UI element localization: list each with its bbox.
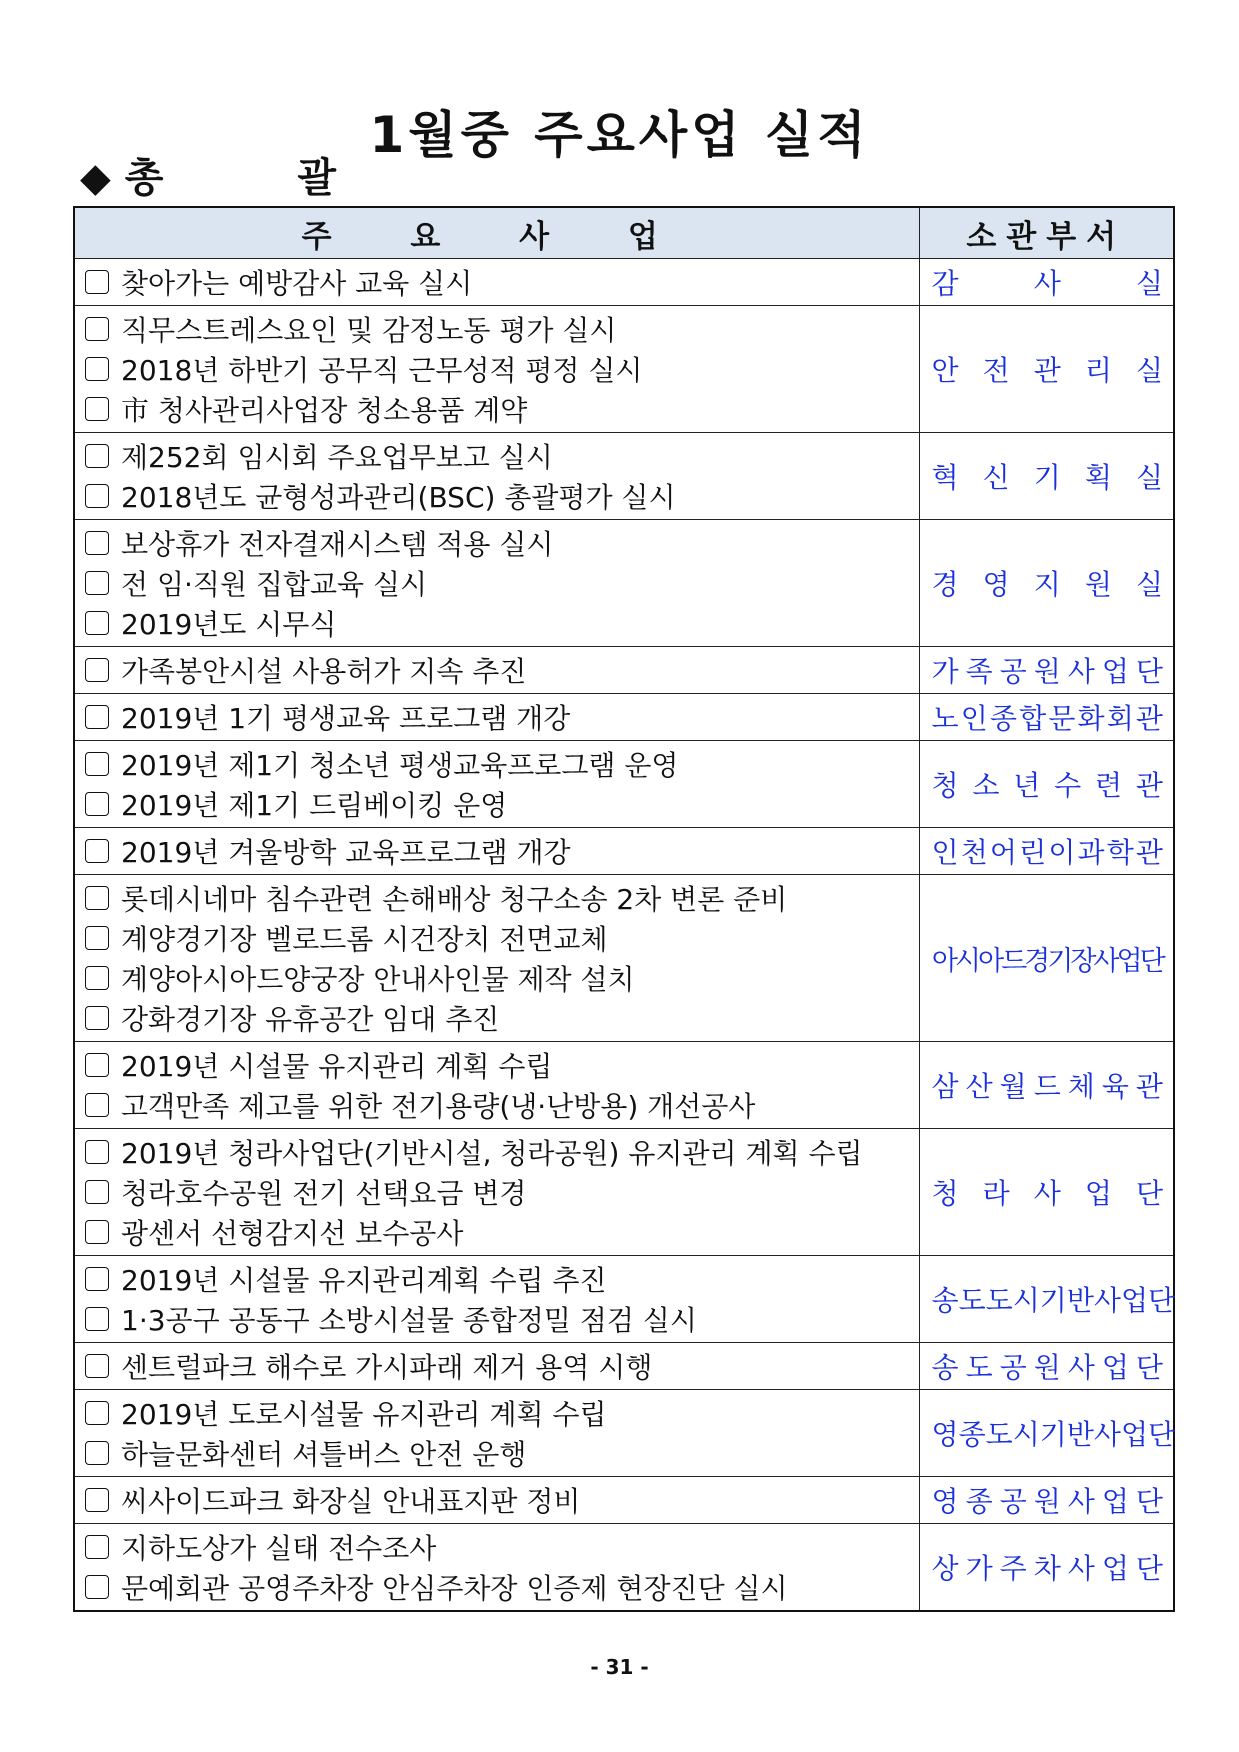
- checkbox-square-icon: [85, 531, 109, 555]
- diamond-bullet-icon: ◆: [80, 155, 111, 201]
- business-items-cell: [74, 520, 919, 647]
- table-row: [74, 647, 1174, 694]
- department-name: 감 사 실: [931, 267, 1163, 300]
- checkbox-square-icon: [85, 705, 109, 729]
- business-item: [85, 1480, 909, 1520]
- table-row: [74, 259, 1174, 306]
- checkbox-square-icon: [85, 1441, 109, 1465]
- business-item-text: 2019년 도로시설물 유지관리 계획 수립: [121, 1398, 607, 1431]
- business-items-cell: [74, 875, 919, 1042]
- business-item: [85, 1433, 909, 1473]
- checkbox-square-icon: [85, 1006, 109, 1030]
- checkbox-square-icon: [85, 1093, 109, 1117]
- business-item: [85, 918, 909, 958]
- page-title: 1월중 주요사업 실적: [369, 106, 870, 164]
- business-item-text: 2019년 시설물 유지관리계획 수립 추진: [121, 1264, 607, 1297]
- department-name: 송 도 공 원 사 업 단: [931, 1351, 1163, 1384]
- department-name: 영 종 도 시 기 반 사 업 단: [931, 1418, 1176, 1451]
- department-name: 청 라 사 업 단: [931, 1177, 1163, 1210]
- business-item-text: 문예회관 공영주차장 안심주차장 인증제 현장진단 실시: [121, 1572, 788, 1605]
- header-main-business: 주 요 사 업: [74, 207, 919, 259]
- page-number: - 31 -: [590, 1655, 649, 1679]
- department-cell: [919, 694, 1174, 741]
- checkbox-square-icon: [85, 444, 109, 468]
- department-cell: [919, 1343, 1174, 1390]
- department-name: 경 영 지 원 실: [931, 568, 1163, 601]
- business-item-text: 지하도상가 실태 전수조사: [121, 1532, 437, 1565]
- checkbox-square-icon: [85, 484, 109, 508]
- business-item: [85, 831, 909, 871]
- department-name: 안 전 관 리 실: [931, 354, 1163, 387]
- business-item-text: 2019년도 시무식: [121, 608, 337, 641]
- department-name: 상 가 주 차 사 업 단: [931, 1552, 1163, 1585]
- business-items-cell: [74, 306, 919, 433]
- section-heading: [80, 146, 396, 203]
- checkbox-square-icon: [85, 1575, 109, 1599]
- table-row: [74, 1524, 1174, 1612]
- department-cell: [919, 306, 1174, 433]
- checkbox-square-icon: [85, 792, 109, 816]
- department-cell: [919, 647, 1174, 694]
- business-item-text: 고객만족 제고를 위한 전기용량(냉·난방용) 개선공사: [121, 1090, 756, 1123]
- checkbox-square-icon: [85, 752, 109, 776]
- checkbox-square-icon: [85, 571, 109, 595]
- department-name: 인 천 어 린 이 과 학 관: [931, 836, 1163, 869]
- checkbox-square-icon: [85, 397, 109, 421]
- business-item: [85, 1527, 909, 1567]
- business-item-text: 2018년도 균형성과관리(BSC) 총괄평가 실시: [121, 481, 676, 514]
- business-item-text: 1·3공구 공동구 소방시설물 종합정밀 점검 실시: [121, 1304, 697, 1337]
- checkbox-square-icon: [85, 1401, 109, 1425]
- business-items-cell: [74, 1524, 919, 1612]
- business-items-cell: [74, 1343, 919, 1390]
- business-item: [85, 309, 909, 349]
- business-items-cell: [74, 259, 919, 306]
- table-row: [74, 1129, 1174, 1256]
- checkbox-square-icon: [85, 357, 109, 381]
- checkbox-square-icon: [85, 1220, 109, 1244]
- business-items-cell: [74, 741, 919, 828]
- checkbox-square-icon: [85, 1267, 109, 1291]
- business-item-text: 찾아가는 예방감사 교육 실시: [121, 267, 473, 300]
- business-item-text: 광센서 선형감지선 보수공사: [121, 1217, 464, 1250]
- business-item-text: 전 임·직원 집합교육 실시: [121, 568, 428, 601]
- business-item: [85, 1299, 909, 1339]
- department-cell: [919, 875, 1174, 1042]
- business-item-text: 2019년 1기 평생교육 프로그램 개강: [121, 702, 571, 735]
- business-item-text: 계양아시아드양궁장 안내사인물 제작 설치: [121, 963, 635, 996]
- department-name: 영 종 공 원 사 업 단: [931, 1485, 1163, 1518]
- checkbox-square-icon: [85, 926, 109, 950]
- business-item-text: 계양경기장 벨로드롬 시건장치 전면교체: [121, 923, 608, 956]
- checkbox-square-icon: [85, 886, 109, 910]
- department-name: 혁 신 기 획 실: [931, 461, 1163, 494]
- business-items-cell: [74, 694, 919, 741]
- table-row: [74, 741, 1174, 828]
- section-label: 총 괄: [124, 155, 396, 201]
- business-item: [85, 349, 909, 389]
- department-name: 청 소 년 수 련 관: [931, 769, 1163, 802]
- checkbox-square-icon: [85, 611, 109, 635]
- checkbox-square-icon: [85, 1180, 109, 1204]
- business-item: [85, 476, 909, 516]
- business-items-cell: [74, 433, 919, 520]
- business-item-text: 2019년 시설물 유지관리 계획 수립: [121, 1050, 553, 1083]
- business-items-cell: [74, 1390, 919, 1477]
- table-row: [74, 1042, 1174, 1129]
- business-item-text: 2018년 하반기 공무직 근무성적 평정 실시: [121, 354, 643, 387]
- department-name: 노 인 종 합 문 화 회 관: [931, 702, 1163, 735]
- business-item-text: 제252회 임시회 주요업무보고 실시: [121, 441, 553, 474]
- table-row: [74, 1343, 1174, 1390]
- department-cell: [919, 1477, 1174, 1524]
- business-item: [85, 697, 909, 737]
- business-item: [85, 603, 909, 643]
- department-name: 가 족 공 원 사 업 단: [931, 655, 1163, 688]
- business-item-text: 2019년 청라사업단(기반시설, 청라공원) 유지관리 계획 수립: [121, 1137, 863, 1170]
- business-item: [85, 1045, 909, 1085]
- business-item: [85, 878, 909, 918]
- header-department: 소관부서: [919, 207, 1174, 259]
- department-cell: [919, 828, 1174, 875]
- business-item-text: 롯데시네마 침수관련 손해배상 청구소송 2차 변론 준비: [121, 883, 788, 916]
- business-item: [85, 784, 909, 824]
- checkbox-square-icon: [85, 317, 109, 341]
- business-item: [85, 1212, 909, 1252]
- department-name: 삼 산 월 드 체 육 관: [931, 1070, 1163, 1103]
- department-cell: [919, 520, 1174, 647]
- business-item: [85, 523, 909, 563]
- checkbox-square-icon: [85, 658, 109, 682]
- department-cell: [919, 1129, 1174, 1256]
- business-item: [85, 744, 909, 784]
- business-item-text: 보상휴가 전자결재시스템 적용 실시: [121, 528, 554, 561]
- business-item: [85, 998, 909, 1038]
- department-cell: [919, 1524, 1174, 1612]
- business-item: [85, 563, 909, 603]
- business-item-text: 2019년 겨울방학 교육프로그램 개강: [121, 836, 571, 869]
- department-cell: [919, 1390, 1174, 1477]
- checkbox-square-icon: [85, 1307, 109, 1331]
- business-item-text: 씨사이드파크 화장실 안내표지판 정비: [121, 1485, 581, 1518]
- business-item: [85, 650, 909, 690]
- business-item: [85, 1132, 909, 1172]
- checkbox-square-icon: [85, 1053, 109, 1077]
- department-cell: [919, 433, 1174, 520]
- checkbox-square-icon: [85, 1140, 109, 1164]
- department-name: 송 도 도 시 기 반 사 업 단: [931, 1284, 1176, 1317]
- checkbox-square-icon: [85, 839, 109, 863]
- checkbox-square-icon: [85, 1535, 109, 1559]
- department-name: 아시아드경기장사업단: [931, 945, 1163, 977]
- department-cell: [919, 1256, 1174, 1343]
- table-row: [74, 1256, 1174, 1343]
- business-item: [85, 1346, 909, 1386]
- business-item: [85, 958, 909, 998]
- business-item: [85, 1172, 909, 1212]
- table-body: [74, 259, 1174, 1612]
- business-item: [85, 389, 909, 429]
- business-item: [85, 1085, 909, 1125]
- business-items-cell: [74, 1129, 919, 1256]
- business-items-cell: [74, 1477, 919, 1524]
- business-item-text: 청라호수공원 전기 선택요금 변경: [121, 1177, 527, 1210]
- business-item: [85, 1393, 909, 1433]
- business-item-text: 2019년 제1기 드림베이킹 운영: [121, 789, 508, 822]
- department-cell: [919, 1042, 1174, 1129]
- business-item-text: 가족봉안시설 사용허가 지속 추진: [121, 655, 527, 688]
- table-row: [74, 306, 1174, 433]
- table-row: [74, 1390, 1174, 1477]
- summary-table: [73, 206, 1175, 1612]
- checkbox-square-icon: [85, 1488, 109, 1512]
- table-row: [74, 875, 1174, 1042]
- business-item-text: 하늘문화센터 셔틀버스 안전 운행: [121, 1438, 527, 1471]
- business-items-cell: [74, 828, 919, 875]
- checkbox-square-icon: [85, 1354, 109, 1378]
- business-items-cell: [74, 647, 919, 694]
- table-row: [74, 828, 1174, 875]
- table-row: [74, 433, 1174, 520]
- table-row: [74, 520, 1174, 647]
- table-header-row: [74, 207, 1174, 259]
- department-cell: [919, 741, 1174, 828]
- business-item-text: 센트럴파크 해수로 가시파래 제거 용역 시행: [121, 1351, 653, 1384]
- business-item: [85, 436, 909, 476]
- table-row: [74, 1477, 1174, 1524]
- business-item: [85, 262, 909, 302]
- business-items-cell: [74, 1256, 919, 1343]
- business-item-text: 2019년 제1기 청소년 평생교육프로그램 운영: [121, 749, 679, 782]
- business-items-cell: [74, 1042, 919, 1129]
- business-item-text: 市 청사관리사업장 청소용품 계약: [121, 394, 528, 427]
- table-row: [74, 694, 1174, 741]
- business-item-text: 강화경기장 유휴공간 임대 추진: [121, 1003, 500, 1036]
- business-item-text: 직무스트레스요인 및 감정노동 평가 실시: [121, 314, 617, 347]
- checkbox-square-icon: [85, 270, 109, 294]
- checkbox-square-icon: [85, 966, 109, 990]
- department-cell: [919, 259, 1174, 306]
- business-item: [85, 1567, 909, 1607]
- business-item: [85, 1259, 909, 1299]
